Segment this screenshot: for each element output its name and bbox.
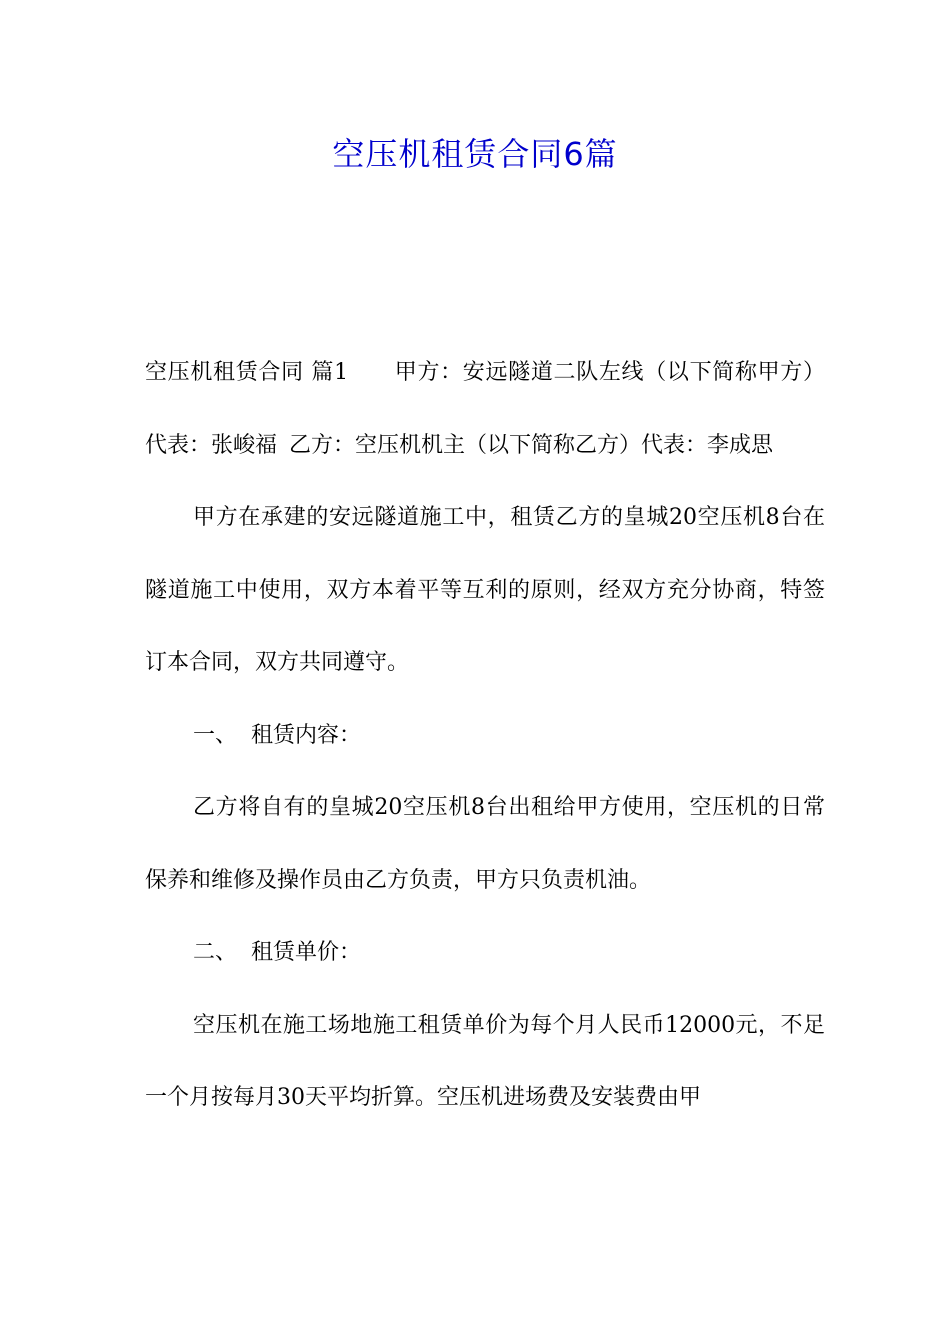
document-body [145, 337, 825, 1135]
section-number: 二、 [193, 940, 238, 965]
paragraph-unit-price: 空压机在施工场地施工租赁单价为每个月人民币12000元，不足一个月按每月30天平均折算。空压机进场费及安装费由甲 [145, 1012, 825, 1110]
section-number: 一、 [193, 722, 238, 748]
section-heading-lease-content [145, 700, 825, 773]
section-title: 租赁单价： [251, 940, 362, 965]
section-title: 租赁内容： [251, 722, 362, 748]
intro-paragraph [145, 337, 825, 482]
contract-heading: 空压机租赁合同 篇1 [145, 360, 349, 385]
party-a-info: 甲方：安远隧道二队左线（以下简称甲方）代表：张峻福 [145, 360, 825, 458]
party-b-info: 乙方：空压机机主（以下简称乙方）代表：李成思 [289, 432, 774, 458]
document-title: 空压机租赁合同6篇 [332, 135, 618, 173]
paragraph-lease-purpose: 甲方在承建的安远隧道施工中，租赁乙方的皇城20空压机8台在隧道施工中使用，双方本着平等互利的原则，经双方充分协商，特签订本合同，双方共同遵守。 [145, 505, 825, 675]
paragraph-lease-content: 乙方将自有的皇城20空压机8台出租给甲方使用，空压机的日常保养和维修及操作员由乙方负责，甲方只负责机油。 [145, 795, 825, 893]
section-heading-unit-price [145, 917, 825, 990]
